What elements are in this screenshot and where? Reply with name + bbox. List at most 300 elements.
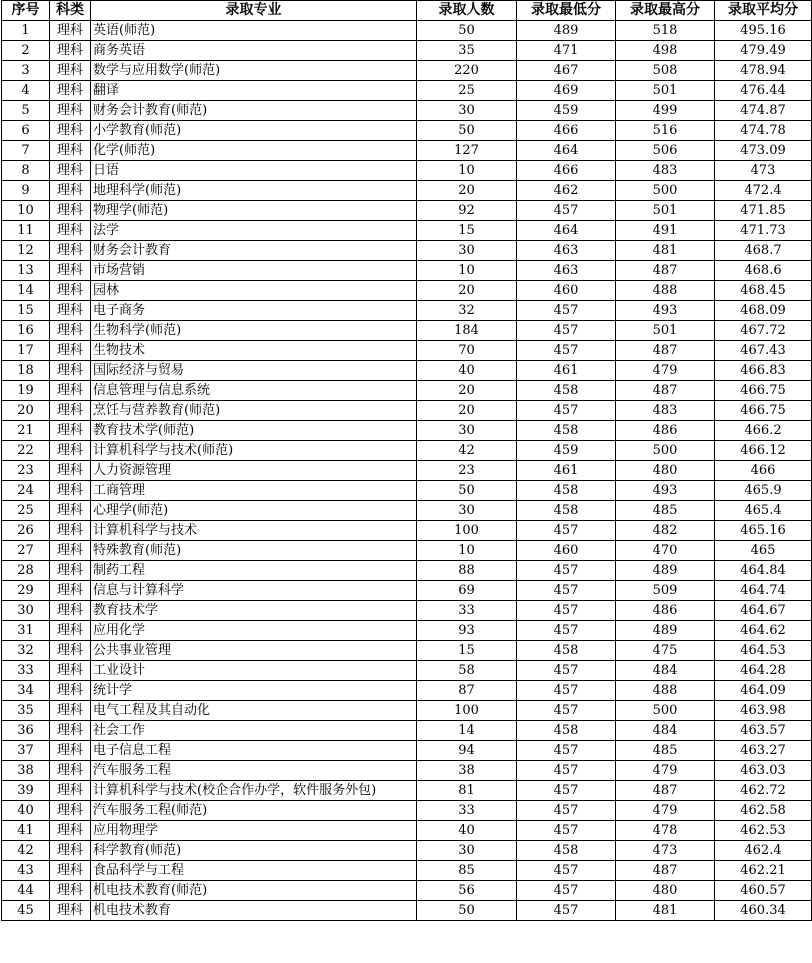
cell-category: 理科: [50, 721, 91, 741]
cell-max-score: 483: [616, 161, 715, 181]
cell-min-score: 462: [517, 181, 616, 201]
cell-min-score: 457: [517, 801, 616, 821]
cell-max-score: 484: [616, 661, 715, 681]
cell-index: 13: [2, 261, 50, 281]
cell-min-score: 457: [517, 401, 616, 421]
cell-category: 理科: [50, 61, 91, 81]
cell-major: 物理学(师范): [91, 201, 417, 221]
cell-index: 16: [2, 321, 50, 341]
table-row: [2, 241, 812, 261]
cell-index: 44: [2, 881, 50, 901]
cell-max-score: 518: [616, 21, 715, 41]
cell-max-score: 487: [616, 861, 715, 881]
cell-avg-score: 473: [715, 161, 812, 181]
cell-category: 理科: [50, 901, 91, 921]
cell-major: 市场营销: [91, 261, 417, 281]
table-body: [2, 21, 812, 921]
cell-category: 理科: [50, 281, 91, 301]
table-row: [2, 541, 812, 561]
cell-index: 24: [2, 481, 50, 501]
cell-category: 理科: [50, 521, 91, 541]
cell-enrolled: 10: [417, 541, 517, 561]
cell-min-score: 466: [517, 161, 616, 181]
cell-avg-score: 465.16: [715, 521, 812, 541]
cell-avg-score: 464.53: [715, 641, 812, 661]
cell-major: 工业设计: [91, 661, 417, 681]
cell-enrolled: 20: [417, 381, 517, 401]
table-row: [2, 401, 812, 421]
cell-index: 14: [2, 281, 50, 301]
cell-avg-score: 466.75: [715, 401, 812, 421]
cell-max-score: 493: [616, 301, 715, 321]
cell-max-score: 470: [616, 541, 715, 561]
cell-enrolled: 94: [417, 741, 517, 761]
cell-min-score: 458: [517, 501, 616, 521]
cell-index: 18: [2, 361, 50, 381]
cell-min-score: 458: [517, 641, 616, 661]
table-row: [2, 41, 812, 61]
cell-min-score: 457: [517, 621, 616, 641]
cell-min-score: 463: [517, 241, 616, 261]
cell-major: 计算机科学与技术(校企合作办学，软件服务外包): [91, 781, 417, 801]
table-row: [2, 201, 812, 221]
cell-major: 商务英语: [91, 41, 417, 61]
table-row: [2, 421, 812, 441]
cell-category: 理科: [50, 261, 91, 281]
cell-index: 41: [2, 821, 50, 841]
cell-max-score: 501: [616, 321, 715, 341]
cell-min-score: 458: [517, 481, 616, 501]
cell-category: 理科: [50, 21, 91, 41]
cell-major: 心理学(师范): [91, 501, 417, 521]
table-row: [2, 481, 812, 501]
cell-avg-score: 476.44: [715, 81, 812, 101]
cell-major: 应用化学: [91, 621, 417, 641]
cell-avg-score: 467.72: [715, 321, 812, 341]
table-row: [2, 561, 812, 581]
cell-avg-score: 464.67: [715, 601, 812, 621]
cell-index: 27: [2, 541, 50, 561]
cell-max-score: 516: [616, 121, 715, 141]
cell-index: 42: [2, 841, 50, 861]
cell-major: 翻译: [91, 81, 417, 101]
cell-major: 计算机科学与技术: [91, 521, 417, 541]
header-min-score: 录取最低分: [517, 1, 616, 21]
cell-enrolled: 220: [417, 61, 517, 81]
cell-major: 科学教育(师范): [91, 841, 417, 861]
cell-avg-score: 466.83: [715, 361, 812, 381]
cell-avg-score: 471.73: [715, 221, 812, 241]
table-row: [2, 121, 812, 141]
cell-avg-score: 479.49: [715, 41, 812, 61]
cell-major: 数学与应用数学(师范): [91, 61, 417, 81]
header-avg-score: 录取平均分: [715, 1, 812, 21]
cell-major: 信息与计算科学: [91, 581, 417, 601]
cell-avg-score: 464.28: [715, 661, 812, 681]
cell-enrolled: 50: [417, 121, 517, 141]
cell-max-score: 489: [616, 561, 715, 581]
cell-max-score: 493: [616, 481, 715, 501]
cell-avg-score: 462.21: [715, 861, 812, 881]
table-row: [2, 261, 812, 281]
cell-category: 理科: [50, 801, 91, 821]
cell-avg-score: 473.09: [715, 141, 812, 161]
cell-max-score: 480: [616, 881, 715, 901]
cell-major: 机电技术教育(师范): [91, 881, 417, 901]
table-row: [2, 821, 812, 841]
cell-major: 工商管理: [91, 481, 417, 501]
cell-index: 22: [2, 441, 50, 461]
cell-avg-score: 463.57: [715, 721, 812, 741]
cell-min-score: 457: [517, 201, 616, 221]
cell-enrolled: 35: [417, 41, 517, 61]
cell-enrolled: 38: [417, 761, 517, 781]
cell-min-score: 467: [517, 61, 616, 81]
table-row: [2, 581, 812, 601]
cell-index: 34: [2, 681, 50, 701]
cell-avg-score: 465.4: [715, 501, 812, 521]
cell-enrolled: 100: [417, 521, 517, 541]
table-row: [2, 101, 812, 121]
cell-major: 统计学: [91, 681, 417, 701]
cell-category: 理科: [50, 121, 91, 141]
cell-major: 电气工程及其自动化: [91, 701, 417, 721]
cell-index: 7: [2, 141, 50, 161]
cell-major: 食品科学与工程: [91, 861, 417, 881]
table-row: [2, 741, 812, 761]
table-row: [2, 621, 812, 641]
cell-min-score: 458: [517, 721, 616, 741]
table-row: [2, 381, 812, 401]
cell-index: 20: [2, 401, 50, 421]
table-row: [2, 181, 812, 201]
cell-min-score: 458: [517, 841, 616, 861]
cell-enrolled: 93: [417, 621, 517, 641]
cell-category: 理科: [50, 601, 91, 621]
cell-index: 11: [2, 221, 50, 241]
cell-enrolled: 85: [417, 861, 517, 881]
cell-avg-score: 468.09: [715, 301, 812, 321]
cell-index: 17: [2, 341, 50, 361]
cell-major: 特殊教育(师范): [91, 541, 417, 561]
cell-avg-score: 472.4: [715, 181, 812, 201]
table-row: [2, 761, 812, 781]
cell-index: 10: [2, 201, 50, 221]
cell-max-score: 485: [616, 741, 715, 761]
cell-max-score: 482: [616, 521, 715, 541]
cell-major: 烹饪与营养教育(师范): [91, 401, 417, 421]
cell-category: 理科: [50, 821, 91, 841]
table-row: [2, 281, 812, 301]
cell-max-score: 488: [616, 281, 715, 301]
cell-enrolled: 32: [417, 301, 517, 321]
cell-major: 汽车服务工程: [91, 761, 417, 781]
cell-max-score: 501: [616, 201, 715, 221]
table-row: [2, 521, 812, 541]
header-category: 科类: [50, 1, 91, 21]
cell-max-score: 499: [616, 101, 715, 121]
cell-index: 31: [2, 621, 50, 641]
cell-min-score: 460: [517, 541, 616, 561]
cell-max-score: 500: [616, 181, 715, 201]
cell-major: 制药工程: [91, 561, 417, 581]
admission-table: [1, 0, 812, 921]
cell-enrolled: 33: [417, 601, 517, 621]
cell-index: 25: [2, 501, 50, 521]
cell-enrolled: 42: [417, 441, 517, 461]
cell-min-score: 458: [517, 421, 616, 441]
cell-avg-score: 495.16: [715, 21, 812, 41]
cell-major: 小学教育(师范): [91, 121, 417, 141]
header-enrolled: 录取人数: [417, 1, 517, 21]
cell-max-score: 485: [616, 501, 715, 521]
cell-max-score: 491: [616, 221, 715, 241]
cell-enrolled: 15: [417, 641, 517, 661]
cell-max-score: 498: [616, 41, 715, 61]
cell-max-score: 483: [616, 401, 715, 421]
cell-avg-score: 463.03: [715, 761, 812, 781]
cell-index: 38: [2, 761, 50, 781]
cell-major: 化学(师范): [91, 141, 417, 161]
cell-avg-score: 466.2: [715, 421, 812, 441]
table-row: [2, 601, 812, 621]
cell-max-score: 481: [616, 901, 715, 921]
cell-avg-score: 462.58: [715, 801, 812, 821]
cell-index: 4: [2, 81, 50, 101]
table-row: [2, 501, 812, 521]
cell-min-score: 457: [517, 321, 616, 341]
cell-enrolled: 40: [417, 821, 517, 841]
cell-min-score: 457: [517, 741, 616, 761]
cell-major: 汽车服务工程(师范): [91, 801, 417, 821]
cell-index: 15: [2, 301, 50, 321]
cell-min-score: 457: [517, 561, 616, 581]
cell-category: 理科: [50, 581, 91, 601]
cell-min-score: 469: [517, 81, 616, 101]
cell-major: 人力资源管理: [91, 461, 417, 481]
cell-enrolled: 127: [417, 141, 517, 161]
table-row: [2, 361, 812, 381]
cell-index: 43: [2, 861, 50, 881]
table-row: [2, 801, 812, 821]
cell-major: 园林: [91, 281, 417, 301]
cell-max-score: 487: [616, 261, 715, 281]
cell-min-score: 457: [517, 861, 616, 881]
cell-index: 8: [2, 161, 50, 181]
cell-major: 电子信息工程: [91, 741, 417, 761]
cell-enrolled: 56: [417, 881, 517, 901]
table-row: [2, 861, 812, 881]
cell-min-score: 457: [517, 581, 616, 601]
cell-major: 地理科学(师范): [91, 181, 417, 201]
cell-enrolled: 81: [417, 781, 517, 801]
cell-enrolled: 30: [417, 101, 517, 121]
cell-avg-score: 474.78: [715, 121, 812, 141]
cell-major: 社会工作: [91, 721, 417, 741]
cell-avg-score: 467.43: [715, 341, 812, 361]
cell-category: 理科: [50, 321, 91, 341]
cell-min-score: 466: [517, 121, 616, 141]
cell-major: 计算机科学与技术(师范): [91, 441, 417, 461]
cell-avg-score: 466: [715, 461, 812, 481]
table-row: [2, 301, 812, 321]
cell-enrolled: 92: [417, 201, 517, 221]
cell-major: 英语(师范): [91, 21, 417, 41]
cell-min-score: 457: [517, 521, 616, 541]
cell-category: 理科: [50, 161, 91, 181]
table-row: [2, 881, 812, 901]
cell-enrolled: 10: [417, 161, 517, 181]
cell-enrolled: 10: [417, 261, 517, 281]
cell-max-score: 508: [616, 61, 715, 81]
cell-index: 28: [2, 561, 50, 581]
cell-major: 机电技术教育: [91, 901, 417, 921]
header-major: 录取专业: [91, 1, 417, 21]
cell-index: 29: [2, 581, 50, 601]
cell-avg-score: 471.85: [715, 201, 812, 221]
cell-index: 23: [2, 461, 50, 481]
cell-index: 19: [2, 381, 50, 401]
cell-major: 教育技术学: [91, 601, 417, 621]
cell-enrolled: 33: [417, 801, 517, 821]
cell-min-score: 457: [517, 681, 616, 701]
cell-enrolled: 20: [417, 281, 517, 301]
cell-category: 理科: [50, 221, 91, 241]
cell-max-score: 509: [616, 581, 715, 601]
cell-avg-score: 465: [715, 541, 812, 561]
cell-category: 理科: [50, 41, 91, 61]
cell-major: 电子商务: [91, 301, 417, 321]
cell-category: 理科: [50, 541, 91, 561]
cell-major: 财务会计教育(师范): [91, 101, 417, 121]
table-row: [2, 841, 812, 861]
cell-max-score: 488: [616, 681, 715, 701]
cell-enrolled: 20: [417, 181, 517, 201]
cell-avg-score: 468.45: [715, 281, 812, 301]
cell-index: 32: [2, 641, 50, 661]
table-row: [2, 721, 812, 741]
cell-max-score: 489: [616, 621, 715, 641]
cell-category: 理科: [50, 141, 91, 161]
cell-avg-score: 478.94: [715, 61, 812, 81]
cell-enrolled: 14: [417, 721, 517, 741]
cell-min-score: 457: [517, 341, 616, 361]
cell-max-score: 479: [616, 801, 715, 821]
cell-min-score: 457: [517, 901, 616, 921]
cell-avg-score: 464.09: [715, 681, 812, 701]
cell-max-score: 501: [616, 81, 715, 101]
cell-major: 国际经济与贸易: [91, 361, 417, 381]
cell-enrolled: 100: [417, 701, 517, 721]
cell-category: 理科: [50, 761, 91, 781]
cell-index: 35: [2, 701, 50, 721]
cell-min-score: 471: [517, 41, 616, 61]
cell-avg-score: 464.62: [715, 621, 812, 641]
cell-index: 37: [2, 741, 50, 761]
cell-avg-score: 464.74: [715, 581, 812, 601]
cell-max-score: 487: [616, 341, 715, 361]
cell-max-score: 506: [616, 141, 715, 161]
cell-category: 理科: [50, 861, 91, 881]
cell-index: 40: [2, 801, 50, 821]
cell-enrolled: 69: [417, 581, 517, 601]
cell-category: 理科: [50, 101, 91, 121]
cell-min-score: 459: [517, 441, 616, 461]
cell-enrolled: 23: [417, 461, 517, 481]
cell-max-score: 475: [616, 641, 715, 661]
cell-category: 理科: [50, 481, 91, 501]
cell-index: 5: [2, 101, 50, 121]
cell-index: 33: [2, 661, 50, 681]
cell-category: 理科: [50, 441, 91, 461]
cell-index: 3: [2, 61, 50, 81]
cell-major: 教育技术学(师范): [91, 421, 417, 441]
cell-avg-score: 460.57: [715, 881, 812, 901]
cell-enrolled: 30: [417, 241, 517, 261]
cell-avg-score: 462.53: [715, 821, 812, 841]
table-row: [2, 341, 812, 361]
cell-enrolled: 88: [417, 561, 517, 581]
cell-category: 理科: [50, 401, 91, 421]
cell-category: 理科: [50, 421, 91, 441]
cell-max-score: 500: [616, 441, 715, 461]
cell-enrolled: 50: [417, 481, 517, 501]
table-row: [2, 901, 812, 921]
cell-min-score: 457: [517, 881, 616, 901]
cell-max-score: 479: [616, 361, 715, 381]
cell-category: 理科: [50, 781, 91, 801]
cell-enrolled: 58: [417, 661, 517, 681]
table-row: [2, 141, 812, 161]
cell-min-score: 461: [517, 461, 616, 481]
cell-max-score: 481: [616, 241, 715, 261]
cell-category: 理科: [50, 341, 91, 361]
table-row: [2, 441, 812, 461]
cell-major: 应用物理学: [91, 821, 417, 841]
cell-enrolled: 70: [417, 341, 517, 361]
cell-min-score: 457: [517, 601, 616, 621]
cell-major: 生物技术: [91, 341, 417, 361]
table-row: [2, 81, 812, 101]
cell-avg-score: 468.6: [715, 261, 812, 281]
cell-index: 12: [2, 241, 50, 261]
cell-category: 理科: [50, 181, 91, 201]
cell-avg-score: 465.9: [715, 481, 812, 501]
cell-index: 21: [2, 421, 50, 441]
cell-index: 9: [2, 181, 50, 201]
cell-category: 理科: [50, 461, 91, 481]
cell-min-score: 457: [517, 821, 616, 841]
cell-category: 理科: [50, 661, 91, 681]
cell-category: 理科: [50, 641, 91, 661]
cell-min-score: 464: [517, 221, 616, 241]
cell-min-score: 457: [517, 781, 616, 801]
cell-min-score: 464: [517, 141, 616, 161]
cell-category: 理科: [50, 841, 91, 861]
cell-major: 法学: [91, 221, 417, 241]
header-max-score: 录取最高分: [616, 1, 715, 21]
cell-category: 理科: [50, 381, 91, 401]
cell-index: 2: [2, 41, 50, 61]
cell-min-score: 463: [517, 261, 616, 281]
cell-enrolled: 40: [417, 361, 517, 381]
cell-max-score: 487: [616, 781, 715, 801]
table-row: [2, 461, 812, 481]
cell-avg-score: 474.87: [715, 101, 812, 121]
table-row: [2, 221, 812, 241]
cell-avg-score: 466.12: [715, 441, 812, 461]
cell-min-score: 457: [517, 661, 616, 681]
